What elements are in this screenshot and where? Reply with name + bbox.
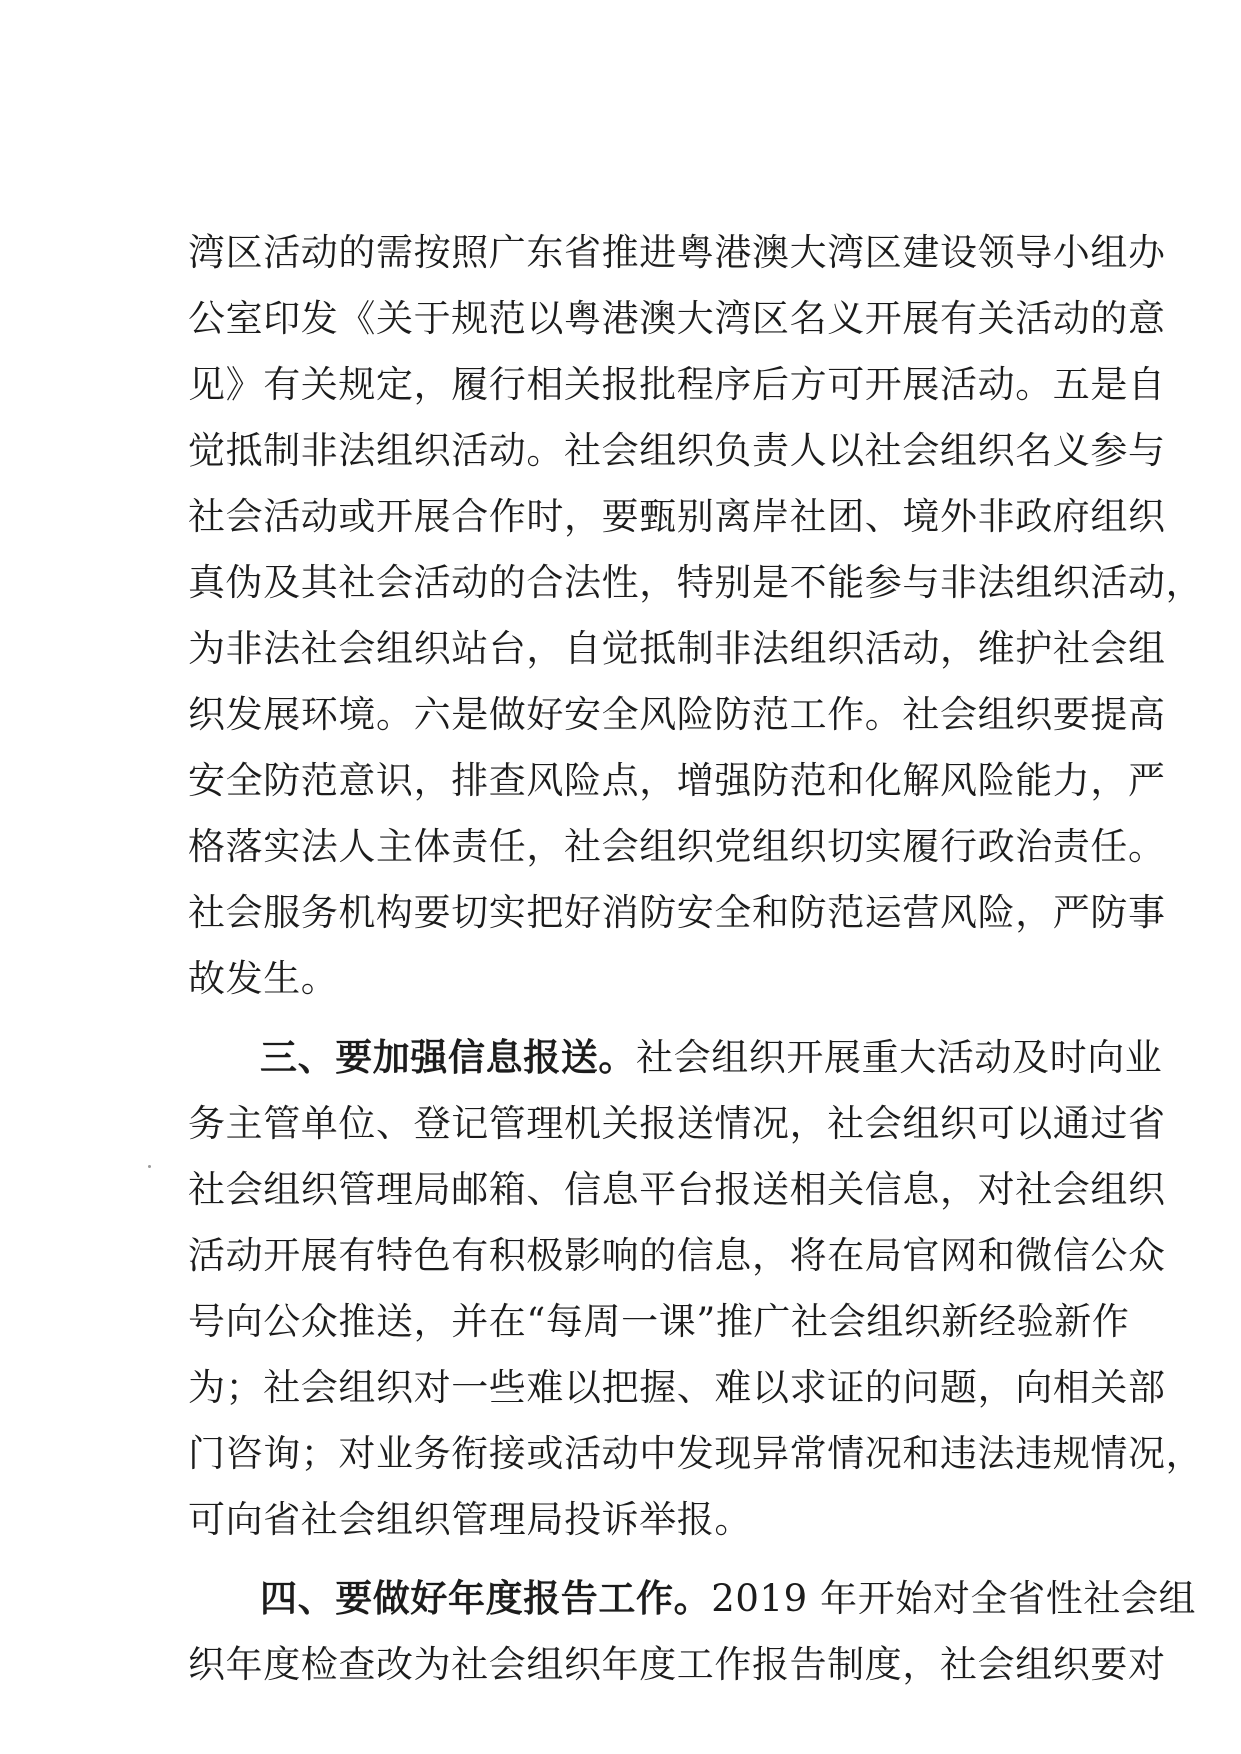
scan-speck — [148, 1165, 151, 1168]
body-line: 社会服务机构要切实把好消防安全和防范运营风险，严防事 — [188, 891, 1166, 934]
section-four-first-line-text: 2019 年开始对全省性社会组 — [711, 1577, 1197, 1620]
body-line: 号向公众推送，并在“每周一课”推广社会组织新经验新作 — [188, 1300, 1130, 1343]
body-line: 为非法社会组织站台，自觉抵制非法组织活动，维护社会组 — [188, 627, 1166, 670]
body-line: 社会组织管理局邮箱、信息平台报送相关信息，对社会组织 — [188, 1168, 1166, 1211]
paragraph-gap — [188, 1553, 1058, 1566]
body-line: 织发展环境。六是做好安全风险防范工作。社会组织要提高 — [188, 693, 1166, 736]
section-three-first-line-text: 社会组织开展重大活动及时向业 — [636, 1036, 1163, 1079]
body-line: 活动开展有特色有积极影响的信息，将在局官网和微信公众 — [188, 1234, 1166, 1277]
body-line: 织年度检查改为社会组织年度工作报告制度，社会组织要对 — [188, 1643, 1166, 1686]
body-line: 湾区活动的需按照广东省推进粤港澳大湾区建设领导小组办 — [188, 231, 1166, 274]
body-line: 真伪及其社会活动的合法性，特别是不能参与非法组织活动， — [188, 561, 1204, 604]
section-three-heading: 三、要加强信息报送。 — [260, 1036, 636, 1079]
section-four-first-line — [188, 1566, 1197, 1632]
body-line: 可向省社会组织管理局投诉举报。 — [188, 1498, 752, 1541]
body-line: 为；社会组织对一些难以把握、难以求证的问题，向相关部 — [188, 1366, 1166, 1409]
body-line: 安全防范意识，排查风险点，增强防范和化解风险能力，严 — [188, 759, 1166, 802]
body-line: 公室印发《关于规范以粤港澳大湾区名义开展有关活动的意 — [188, 297, 1166, 340]
paragraph-gap — [188, 1012, 1058, 1025]
section-three-first-line — [188, 1025, 1163, 1091]
body-line: 觉抵制非法组织活动。社会组织负责人以社会组织名义参与 — [188, 429, 1166, 472]
body-line: 格落实法人主体责任，社会组织党组织切实履行政治责任。 — [188, 825, 1166, 868]
body-line: 社会活动或开展合作时，要甄别离岸社团、境外非政府组织 — [188, 495, 1166, 538]
body-line: 务主管单位、登记管理机关报送情况，社会组织可以通过省 — [188, 1102, 1166, 1145]
document-body — [188, 220, 1204, 1698]
body-line: 故发生。 — [188, 957, 339, 1000]
section-four-heading: 四、要做好年度报告工作。 — [260, 1577, 712, 1620]
body-line: 门咨询；对业务衔接或活动中发现异常情况和违法违规情况， — [188, 1432, 1204, 1475]
body-line: 见》有关规定，履行相关报批程序后方可开展活动。五是自 — [188, 363, 1166, 406]
